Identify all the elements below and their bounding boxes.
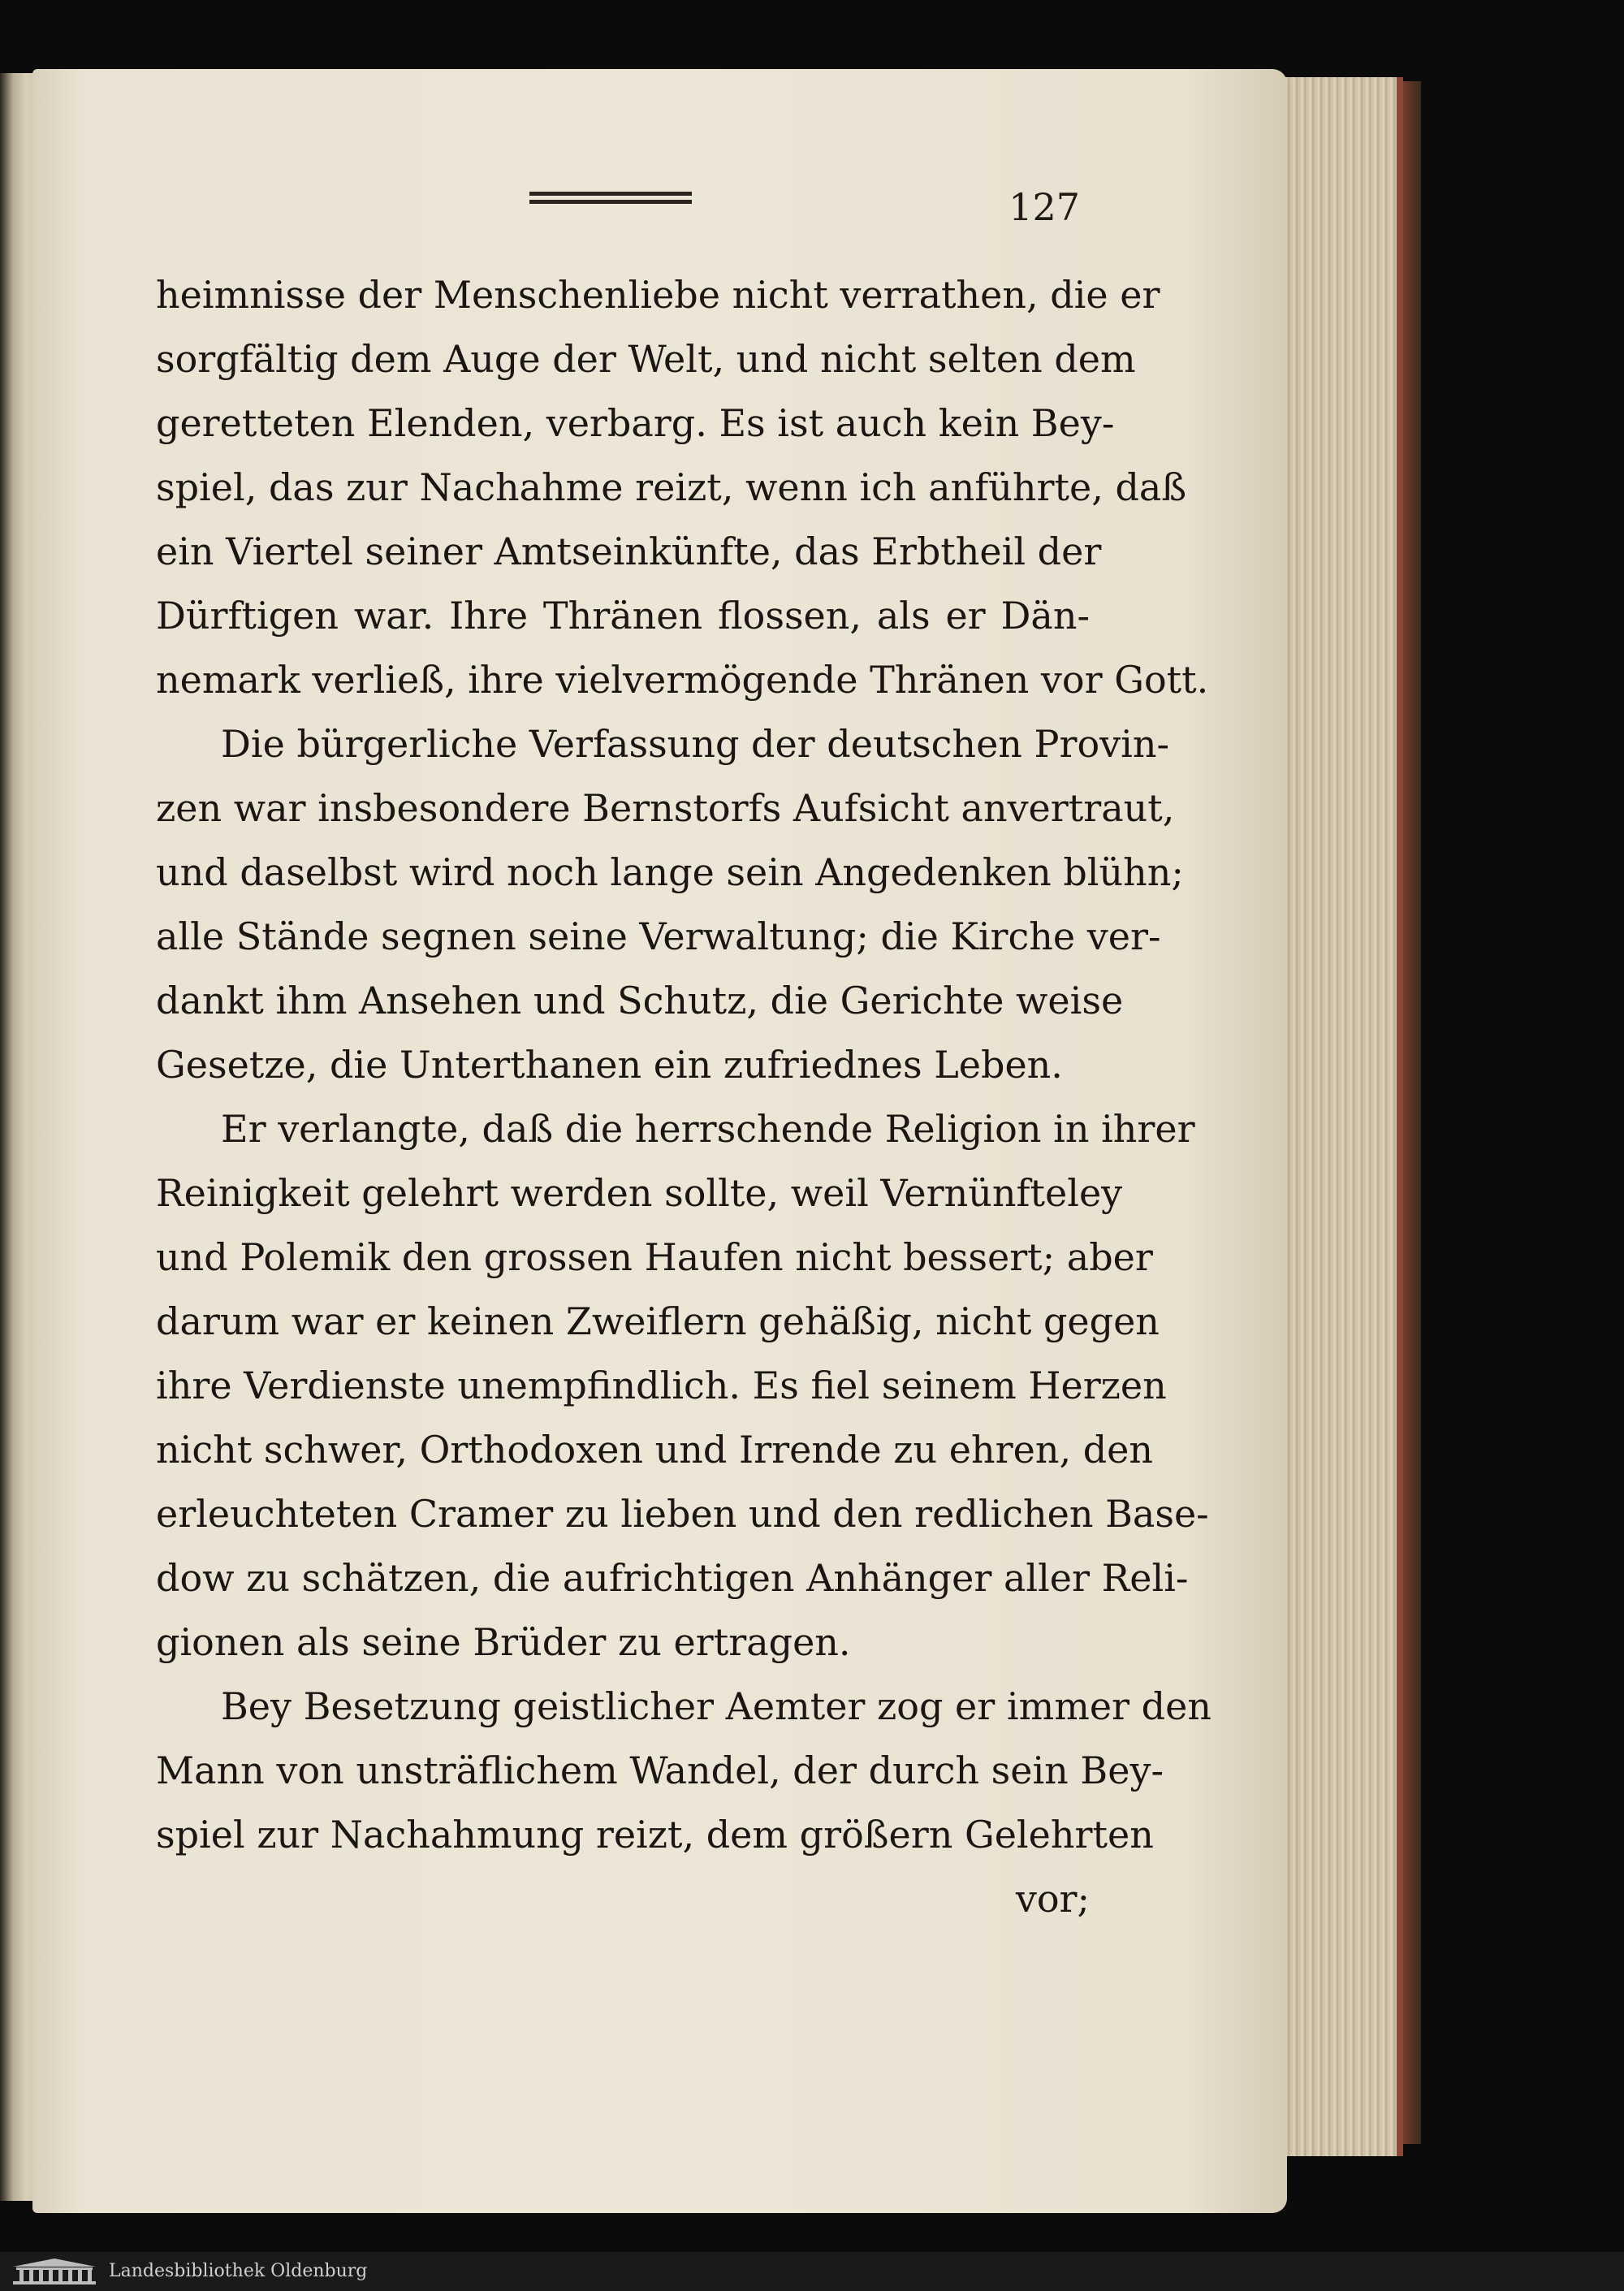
- text-line: ein Viertel seiner Amtseinkünfte, das Erbtheil der: [156, 530, 1102, 573]
- paragraph-start-line: Er verlangte, daß die herrschende Religion in ihrer: [221, 1107, 1195, 1151]
- page-number: 127: [1009, 185, 1080, 229]
- page-text: [156, 263, 1212, 1931]
- header-rule: [529, 192, 692, 204]
- text-line: dankt ihm Ansehen und Schutz, die Gerichte weise: [156, 979, 1124, 1022]
- text-line: spiel zur Nachahmung reizt, dem größern Gelehrten: [156, 1813, 1154, 1857]
- text-line: zen war insbesondere Bernstorfs Aufsicht anvertraut,: [156, 786, 1175, 830]
- library-name: Landesbibliothek Oldenburg: [109, 2261, 368, 2281]
- text-line: darum war er keinen Zweiflern gehäßig, nicht gegen: [156, 1299, 1160, 1343]
- text-line: nemark verließ, ihre vielvermögende Thränen vor Gott.: [156, 658, 1209, 702]
- text-line: erleuchteten Cramer zu lieben und den redlichen Base-: [156, 1492, 1209, 1536]
- text-line: Dürftigen war. Ihre Thränen flossen, als er Dän-: [156, 594, 1090, 638]
- text-line: dow zu schätzen, die aufrichtigen Anhänger aller Reli-: [156, 1556, 1189, 1600]
- text-line: spiel, das zur Nachahme reizt, wenn ich anführte, daß: [156, 465, 1187, 509]
- text-line: gionen als seine Brüder zu ertragen.: [156, 1620, 851, 1664]
- text-line: nicht schwer, Orthodoxen und Irrende zu ehren, den: [156, 1428, 1153, 1472]
- library-building-icon: [10, 2257, 99, 2286]
- text-line: heimnisse der Menschenliebe nicht verrathen, die er: [156, 273, 1160, 317]
- catchword: vor;: [1015, 1877, 1090, 1921]
- book-page-stack: [1283, 77, 1403, 2156]
- text-line: geretteten Elenden, verbarg. Es ist auch kein Bey-: [156, 401, 1115, 445]
- text-line: Reinigkeit gelehrt werden sollte, weil Vernünfteley: [156, 1171, 1123, 1215]
- paragraph-start-line: Die bürgerliche Verfassung der deutschen Provin-: [221, 722, 1170, 766]
- text-line: und Polemik den grossen Haufen nicht bessert; aber: [156, 1235, 1153, 1279]
- text-line: Gesetze, die Unterthanen ein zufriednes Leben.: [156, 1043, 1063, 1087]
- text-line: alle Stände segnen seine Verwaltung; die Kirche ver-: [156, 914, 1161, 958]
- text-line: und daselbst wird noch lange sein Angedenken blühn;: [156, 850, 1184, 894]
- text-line: Mann von unsträflichem Wandel, der durch sein Bey-: [156, 1749, 1164, 1792]
- text-line: ihre Verdienste unempfindlich. Es fiel seinem Herzen: [156, 1364, 1167, 1407]
- text-line: sorgfältig dem Auge der Welt, und nicht selten dem: [156, 337, 1136, 381]
- paragraph-start-line: Bey Besetzung geistlicher Aemter zog er immer den: [221, 1684, 1212, 1728]
